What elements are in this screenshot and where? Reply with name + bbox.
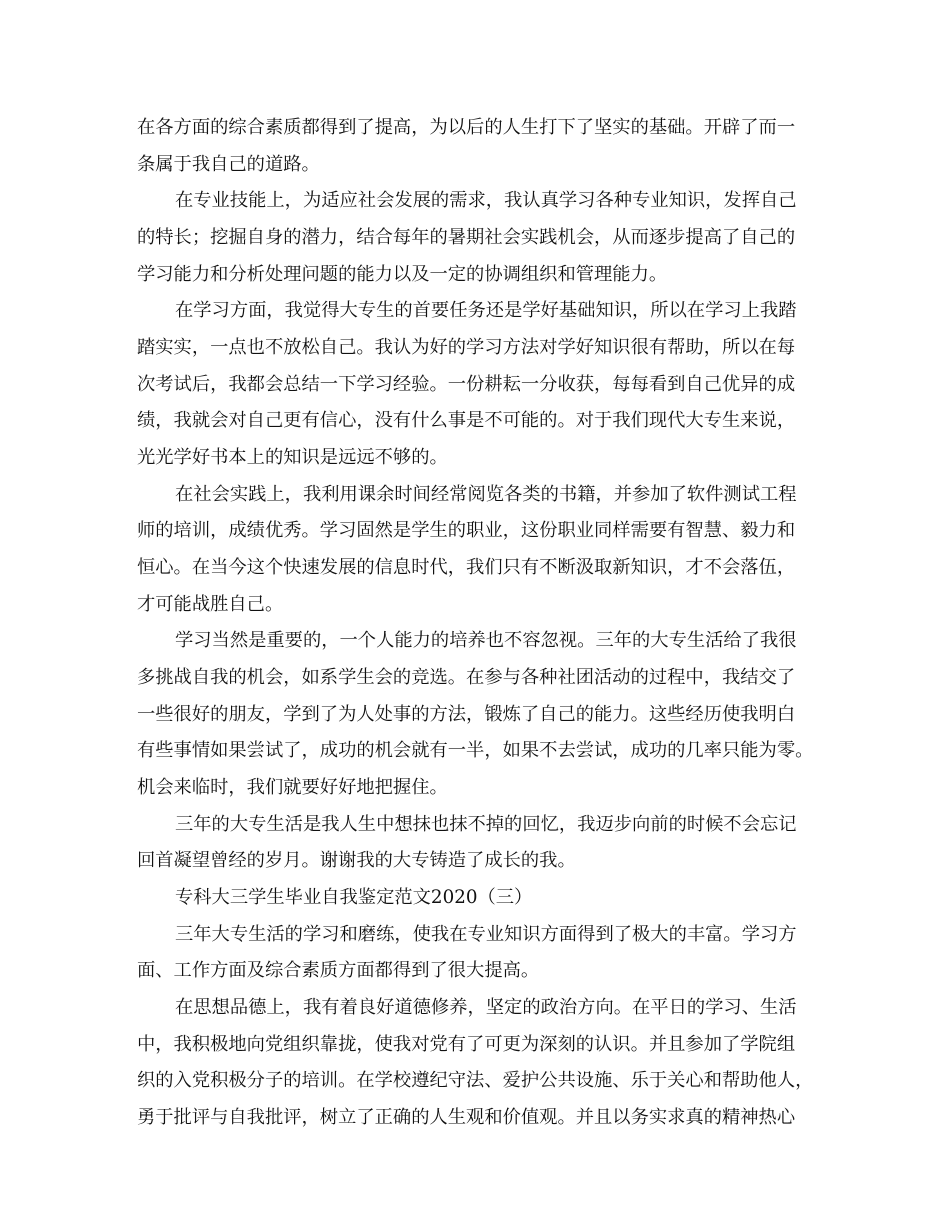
text-line: 中，我积极地向党组织靠拢，使我对党有了可更为深刻的认识。并且参加了学院组 [137,1034,796,1055]
section-heading: 专科大三学生毕业自我鉴定范文2020（三） [175,887,533,908]
text-line: 织的入党积极分子的培训。在学校遵纪守法、爱护公共设施、乐于关心和帮助他人， [137,1070,814,1091]
text-line: 光光学好书本上的知识是远远不够的。 [137,447,448,468]
text-line: 勇于批评与自我批评，树立了正确的人生观和价值观。并且以务实求真的精神热心 [137,1107,796,1128]
text-line: 踏实实，一点也不放松自己。我认为好的学习方法对学好知识很有帮助，所以在每 [137,337,796,358]
paragraph-first-line: 学习当然是重要的，一个人能力的培养也不容忽视。三年的大专生活给了我很 [175,630,797,651]
text-line: 回首凝望曾经的岁月。谢谢我的大专铸造了成长的我。 [137,850,576,871]
text-line: 师的培训，成绩优秀。学习固然是学生的职业，这份职业同样需要有智慧、毅力和 [137,520,796,541]
paragraph-first-line: 在思想品德上，我有着良好道德修养，坚定的政治方向。在平日的学习、生活 [175,997,797,1018]
text-line: 面、工作方面及综合素质方面都得到了很大提高。 [137,960,540,981]
text-line: 学习能力和分析处理问题的能力以及一定的协调组织和管理能力。 [137,264,668,285]
text-line: 多挑战自我的机会，如系学生会的竞选。在参与各种社团活动的过程中，我结交了 [137,667,796,688]
text-line: 条属于我自己的道路。 [137,154,320,175]
paragraph-first-line: 在学习方面，我觉得大专生的首要任务还是学好基础知识，所以在学习上我踏 [175,300,797,321]
paragraph-first-line: 在专业技能上，为适应社会发展的需求，我认真学习各种专业知识，发挥自己 [175,190,797,211]
text-line: 的特长；挖掘自身的潜力，结合每年的暑期社会实践机会，从而逐步提高了自己的 [137,227,796,248]
text-line: 机会来临时，我们就要好好地把握住。 [137,777,448,798]
text-line: 一些很好的朋友，学到了为人处事的方法，锻炼了自己的能力。这些经历使我明白 [137,704,796,725]
text-line: 在各方面的综合素质都得到了提高，为以后的人生打下了坚实的基础。开辟了而一 [137,117,796,138]
paragraph-first-line: 在社会实践上，我利用课余时间经常阅览各类的书籍，并参加了软件测试工程 [175,484,797,505]
text-line: 有些事情如果尝试了，成功的机会就有一半，如果不去尝试，成功的几率只能为零。 [137,740,814,761]
text-line: 绩，我就会对自己更有信心，没有什么事是不可能的。对于我们现代大专生来说， [137,410,796,431]
text-line: 才可能战胜自己。 [137,594,284,615]
text-line: 次考试后，我都会总结一下学习经验。一份耕耘一分收获，每每看到自己优异的成 [137,374,796,395]
text-line: 恒心。在当今这个快速发展的信息时代，我们只有不断汲取新知识，才不会落伍， [137,557,796,578]
paragraph-first-line: 三年的大专生活是我人生中想抹也抹不掉的回忆，我迈步向前的时候不会忘记 [175,814,797,835]
paragraph-first-line: 三年大专生活的学习和磨练，使我在专业知识方面得到了极大的丰富。学习方 [175,924,797,945]
